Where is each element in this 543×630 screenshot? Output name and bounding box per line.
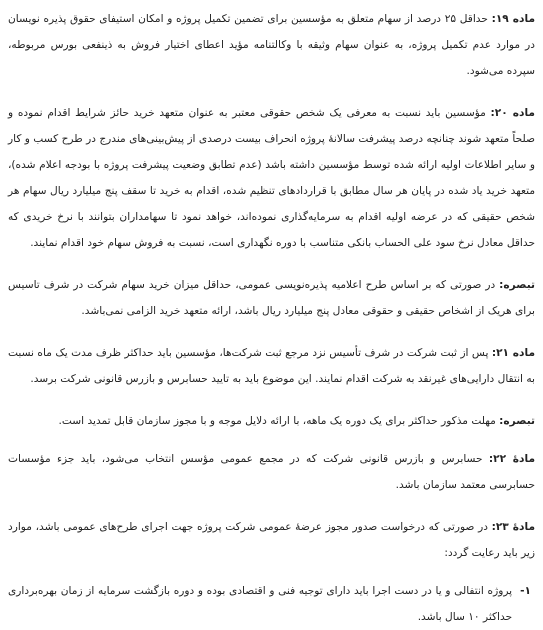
note-1 — [8, 272, 535, 324]
article-22 — [8, 446, 535, 498]
article-20 — [8, 100, 535, 256]
note-label: تبصره: — [499, 279, 535, 291]
article-label: ماده ۲۱: — [491, 347, 535, 359]
list-item-text: پروژه انتفالی و یا در دست اجرا باید دارای توجیه فنی و اقتصادی بوده و دوره بازگشت سرمایه از زمان بهره‌برداری حداکثر ۱۰ سال باشد. — [8, 585, 513, 623]
article-label: ماده ۲۰: — [490, 107, 535, 119]
note-2 — [8, 408, 535, 434]
article-text: در صورتی که درخواست صدور مجوز عرضهٔ عمومی شرکت پروژه جهت اجرای طرح‌های عمومی باشد، موارد زیر باید رعایت گردد: — [8, 521, 535, 559]
article-19 — [8, 6, 535, 84]
note-text: در صورتی که بر اساس طرح اعلامیه پذیرەنویسی عمومی، حداقل میزان خرید سهام شرکت در شرف تاسیس برای هریک از اشخاص حقیقی و حقوقی معادل پنج میلیارد ریال باشد، ارائه متعهد خرید الزامی نمی‌باشد. — [8, 279, 535, 317]
article-text: مؤسسین باید نسبت به معرفی یک شخص حقوقی معتبر به عنوان متعهد خرید حائز شرایط اقدام نموده و صلحاً متعهد شوند چنانچه درصد پیشرفت سالانهٔ پروژه انحراف بیست درصدی از پیش‌بینی‌های مندرج در طرح کسب و کار و سایر اطلاعات اولیه ارائه شده توسط مؤسسین داشته باشد (عدم تطابق وضعیت پیشرفت پروژه با بودجه اعلام شده)، متعهد خرید یاد شده در پایان هر سال مطابق با قراردادهای تنظیم شده، اقدام به خرید تا سقف پنج میلیارد ریال سهام هر شخص حقیقی که در عرضه اولیه اقدام به سرمایه‌گذاری نموده‌اند، خواهد نمود تا سهامداران بتوانند با نرخ خریدی که حداقل معادل نرخ سود علی الحساب بانکی متناسب با دوره نگهداری است، نسبت به فروش سهام خود اقدام نمایند. — [8, 107, 535, 249]
list-item — [8, 578, 535, 630]
article-label: ماده ۱۹: — [491, 13, 536, 25]
article-text: حداقل ۲۵ درصد از سهام متعلق به مؤسسین برای تضمین تکمیل پروژه و امکان استیفای حقوق پذیره نویسان در موارد عدم تکمیل پروژه، به عنوان سهام وثیقه با وکالتنامه مؤید اعطای اختیار فروش به ذینفعی بورس مربوطه، سپرده می‌شود. — [8, 13, 535, 77]
article-21 — [8, 340, 535, 392]
list-marker: ۱- — [520, 585, 531, 597]
article-label: مادهٔ ۲۲: — [488, 453, 536, 465]
article-text: پس از ثبت شرکت در شرف تأسیس نزد مرجع ثبت شرکت‌ها، مؤسسین باید حداکثر ظرف مدت یک ماه نسبت به انتقال دارایی‌های غیرنقد به شرکت اقدام نمایند. این موضوع باید به تایید حسابرس و بازرس قانونی شرکت برسد. — [8, 347, 535, 385]
note-label: تبصره: — [499, 415, 535, 427]
article-label: مادهٔ ۲۳: — [491, 521, 535, 533]
note-text: مهلت مذکور حداکثر برای یک دوره یک ماهه، با ارائه دلایل موجه و با مجوز سازمان قابل تمدید است. — [58, 415, 500, 427]
article-23 — [8, 514, 535, 566]
article-text: حسابرس و بازرس قانونی شرکت که در مجمع عمومی مؤسس انتخاب می‌شود، باید جزء مؤسسات حسابرسی معتمد سازمان باشد. — [8, 453, 535, 491]
